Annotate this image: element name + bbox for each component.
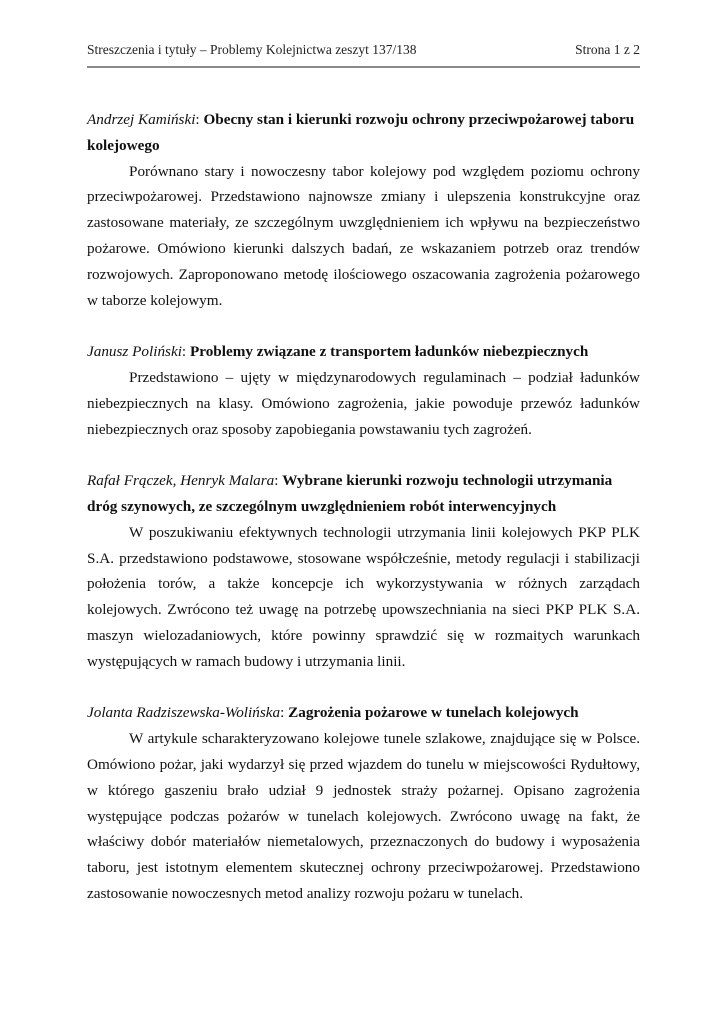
article-title: Problemy związane z transportem ładunków niebezpiecznych: [189, 343, 589, 361]
article-author: Jolanta Radziszewska-Wolińska: [87, 704, 281, 722]
header-page-number: Strona 1 z 2: [575, 42, 640, 57]
article-title: Obecny stan i kierunki rozwoju ochrony przeciwpożarowej taboru kolejowego: [87, 111, 635, 154]
article-entry: [87, 339, 640, 442]
article-title: Zagrożenia pożarowe w tunelach kolejowych: [288, 704, 579, 722]
article-author: Janusz Poliński: [87, 343, 182, 361]
article-abstract: W artykule scharakteryzowano kolejowe tunele szlakowe, znajdujące się w Polsce. Omówiono pożar, jaki wydarzył się przed wjazdem do tunelu w miejscowości Rydułtowy, w którego gaszeniu brało udział 9 jednostek straży pożarnej. Opisano zagrożenia występujące podczas pożarów w tunelach kolejowych. Zwrócono uwagę na fakt, że właściwy dobór materiałów niemetalowych, przeznaczonych do budowy i wyposażenia taboru, jest istotnym elementem skutecznej ochrony przeciwpożarowej. Przedstawiono zastosowanie nowoczesnych metod analizy rozwoju pożaru w tunelach.: [87, 730, 640, 902]
article-entry: [87, 107, 640, 313]
article-heading: Rafał Frączek, Henryk Malara: Wybrane kierunki rozwoju technologii utrzymania dróg szynowych, ze szczególnym uwzględnieniem robót interwencyjnych: [87, 472, 613, 515]
article-list: [87, 107, 640, 933]
header-document-title: Streszczenia i tytuły – Problemy Kolejnictwa zeszyt 137/138: [87, 42, 417, 57]
page-header: [87, 38, 640, 66]
article-entry: [87, 468, 640, 674]
article-heading: Jolanta Radziszewska-Wolińska: Zagrożenia pożarowe w tunelach kolejowych: [87, 704, 579, 722]
header-divider: [87, 66, 640, 68]
article-abstract: Porównano stary i nowoczesny tabor kolejowy pod względem poziomu ochrony przeciwpożarowej. Przedstawiono najnowsze zmiany i ulepszenia konstrukcyjne oraz zastosowane materiały, ze szczególnym uwzględnieniem ich wpływu na bezpieczeństwo pożarowe. Omówiono kierunki dalszych badań, ze wskazaniem potrzeb oraz trendów rozwojowych. Zaproponowano metodę ilościowego oszacowania zagrożenia pożarowego w taborze kolejowym.: [87, 162, 640, 309]
article-author: Rafał Frączek, Henryk Malara: [87, 472, 275, 490]
article-entry: [87, 700, 640, 906]
article-title: Wybrane kierunki rozwoju technologii utrzymania dróg szynowych, ze szczególnym uwzględnieniem robót interwencyjnych: [87, 472, 613, 515]
article-heading: Andrzej Kamiński: Obecny stan i kierunki rozwoju ochrony przeciwpożarowej taboru kolejowego: [87, 111, 635, 154]
article-abstract: Przedstawiono – ujęty w międzynarodowych regulaminach – podział ładunków niebezpiecznych na klasy. Omówiono zagrożenia, jakie powoduje przewóz ładunków niebezpiecznych oraz sposoby zapobiegania powstawaniu tych zagrożeń.: [87, 368, 640, 438]
article-heading: Janusz Poliński: Problemy związane z transportem ładunków niebezpiecznych: [87, 343, 589, 361]
article-abstract: W poszukiwaniu efektywnych technologii utrzymania linii kolejowych PKP PLK S.A. przedstawiono podstawowe, stosowane współcześnie, metody regulacji i stabilizacji położenia torów, a także koncepcje ich wykorzystywania w różnych zarządach kolejowych. Zwrócono też uwagę na potrzebę upowszechniania na sieci PKP PLK S.A. maszyn wielozadaniowych, które powinny sprawdzić się w rozmaitych warunkach występujących w ramach budowy i utrzymania linii.: [87, 523, 640, 670]
article-author: Andrzej Kamiński: [87, 111, 196, 128]
